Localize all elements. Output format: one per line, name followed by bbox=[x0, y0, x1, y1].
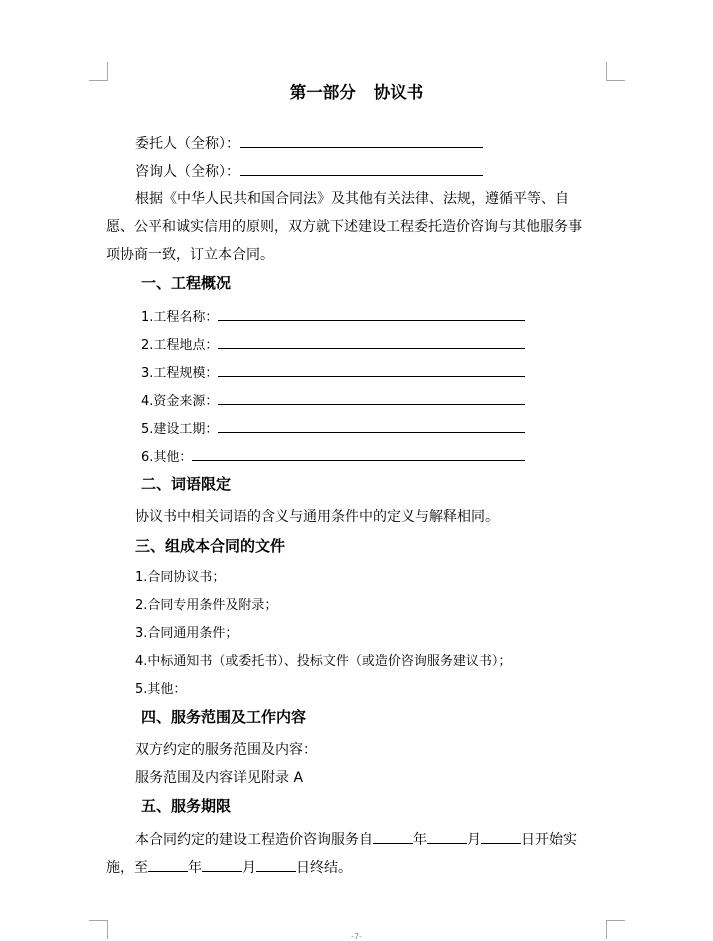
start-day-blank bbox=[481, 829, 521, 844]
client-label: 委托人（全称）： bbox=[135, 136, 240, 152]
service-period-line-1 bbox=[135, 829, 577, 850]
page-number: -7- bbox=[351, 932, 362, 941]
section4-heading: 四、服务范围及工作内容 bbox=[141, 708, 307, 726]
consultant-blank bbox=[240, 161, 483, 176]
client-blank bbox=[240, 133, 483, 148]
end-year-blank bbox=[148, 857, 188, 872]
section2-heading: 二、词语限定 bbox=[141, 475, 232, 493]
page-corner-mark-top-right bbox=[606, 62, 625, 81]
intro-line-3: 项协商一致，订立本合同。 bbox=[106, 247, 274, 263]
fund-source-label: 4.资金来源： bbox=[141, 394, 219, 409]
fund-source-blank bbox=[218, 390, 525, 405]
construction-period-line bbox=[141, 418, 525, 440]
page-corner-mark-top-left bbox=[89, 62, 108, 81]
project-location-label: 2.工程地点： bbox=[141, 338, 219, 353]
project-name-line bbox=[141, 306, 525, 328]
service-period-start-text: 本合同约定的建设工程造价咨询服务自 bbox=[135, 832, 373, 848]
project-scale-line bbox=[141, 362, 525, 384]
section1-heading: 一、工程概况 bbox=[141, 274, 232, 292]
section2-text: 协议书中相关词语的含义与通用条件中的定义与解释相同。 bbox=[135, 509, 499, 525]
doc-item-4: 4.中标通知书（或委托书）、投标文件（或造价咨询服务建议书）； bbox=[135, 654, 512, 669]
title-name: 协议书 bbox=[373, 83, 424, 102]
other-blank bbox=[192, 446, 525, 461]
doc-item-5: 5.其他： bbox=[135, 682, 187, 697]
construction-period-label: 5.建设工期： bbox=[141, 422, 219, 437]
end-day-text: 日终结。 bbox=[296, 860, 352, 876]
doc-item-2: 2.合同专用条件及附录； bbox=[135, 598, 278, 613]
consultant-label: 咨询人（全称）： bbox=[135, 164, 240, 180]
end-day-blank bbox=[256, 857, 296, 872]
end-month-label: 月 bbox=[242, 860, 256, 876]
consultant-line bbox=[135, 161, 483, 182]
doc-item-1: 1.合同协议书； bbox=[135, 570, 226, 585]
project-scale-blank bbox=[218, 362, 525, 377]
service-period-line-2 bbox=[106, 857, 352, 878]
intro-line-2: 愿、公平和诚实信用的原则，双方就下述建设工程委托造价咨询与其他服务事 bbox=[106, 219, 582, 235]
page-title bbox=[0, 82, 713, 104]
start-day-text: 日开始实 bbox=[521, 832, 577, 848]
construction-period-blank bbox=[218, 418, 525, 433]
other-label: 6.其他： bbox=[141, 450, 193, 465]
start-year-blank bbox=[373, 829, 413, 844]
service-period-end-text: 施，至 bbox=[106, 860, 148, 876]
doc-item-3: 3.合同通用条件； bbox=[135, 626, 239, 641]
project-name-label: 1.工程名称： bbox=[141, 310, 219, 325]
end-year-label: 年 bbox=[188, 860, 202, 876]
section4-line1: 双方约定的服务范围及内容： bbox=[135, 742, 317, 758]
section3-heading: 三、组成本合同的文件 bbox=[135, 537, 286, 555]
other-line bbox=[141, 446, 525, 468]
end-month-blank bbox=[202, 857, 242, 872]
client-line bbox=[135, 133, 483, 154]
intro-line-1: 根据《中华人民共和国合同法》及其他有关法律、法规，遵循平等、自 bbox=[135, 191, 569, 207]
project-name-blank bbox=[218, 306, 525, 321]
start-month-label: 月 bbox=[467, 832, 481, 848]
section4-line2: 服务范围及内容详见附录 A bbox=[135, 770, 304, 786]
project-scale-label: 3.工程规模： bbox=[141, 366, 219, 381]
fund-source-line bbox=[141, 390, 525, 412]
start-year-label: 年 bbox=[413, 832, 427, 848]
title-part: 第一部分 bbox=[289, 83, 356, 102]
project-location-line bbox=[141, 334, 525, 356]
section5-heading: 五、服务期限 bbox=[141, 797, 232, 815]
project-location-blank bbox=[218, 334, 525, 349]
start-month-blank bbox=[427, 829, 467, 844]
